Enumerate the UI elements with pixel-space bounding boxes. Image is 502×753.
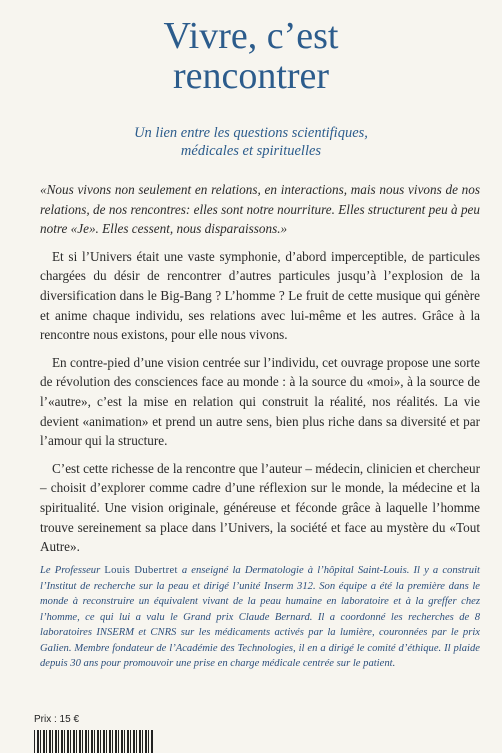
blurb-paragraph-1: Et si l’Univers était une vaste symphonie, d’abord imperceptible, de particules chargées du désir de rencontrer d’autres particules jusqu’à l’explosion de la diversification dans le Big-Bang ? L’homme ? Le fruit de cette musique qui génère et anime chaque individu, ses relations avec lui-même et les autres. Grâce à la rencontre nous existons, pour elle nous vivons. [40,248,480,343]
blurb-paragraph-2: En contre-pied d’une vision centrée sur l’individu, cet ouvrage propose une sorte de révolution des consciences face au monde : à la source du «moi», à la source de l’«autre», c’est la mise en relation qui construit la réalité, nos réalités. La vie devient «animation» et prend un autre sens, bien plus riche dans sa diversité et par l’amour qui la structure. [40,354,480,449]
title-line-1: Vivre, c’est [163,15,339,57]
book-subtitle [0,124,502,160]
author-bio [40,563,480,672]
title-line-2: rencontrer [172,55,330,97]
blurb [40,180,480,565]
price-label: Prix : 15 € [34,714,80,725]
subtitle-line-2: médicales et spirituelles [180,143,322,159]
blurb-quote: «Nous vivons non seulement en relations, en interactions, mais nous vivons de nos relations, de nos rencontres: elles sont notre nourriture. Elles structurent peu à peu notre «Je». Elles cessent, nous disparaissons.» [40,182,480,237]
barcode [34,730,154,753]
bio-text: a enseigné la Dermatologie à l’hôpital Saint-Louis. Il y a construit l’Institut de recherche sur la peau et dirigé l’unité Inserm 312. Son équipe a été la première dans le monde à reconstruire un équivalent vivant de la peau humaine en laboratoire et à la greffer chez l’homme, ce qui lui a valu le Grand prix Claude Bernard. Il a coordonné les recherches de 8 laboratoires INSERM et CNRS sur les médicaments activés par la lumière, couronnées par le prix Galien. Membre fondateur de l’Académie des Technologies, il en a dirigé le comité d’éthique. Il plaide depuis 30 ans pour promouvoir une prise en charge médicale centrée sur le patient. [40,565,480,669]
author-name: Louis Dubertret [104,565,178,576]
book-title [0,16,502,96]
bio-prefix: Le Professeur [40,565,105,576]
blurb-paragraph-3: C’est cette richesse de la rencontre que l’auteur – médecin, clinicien et chercheur – choisit d’explorer comme cadre d’une réflexion sur le monde, la médecine et la spiritualité. Une vision originale, généreuse et féconde grâce à laquelle l’homme trouve sereinement sa place dans l’Univers, la société et face au mystère du «Tout Autre». [40,460,481,555]
subtitle-line-1: Un lien entre les questions scientifiques, [134,125,368,141]
